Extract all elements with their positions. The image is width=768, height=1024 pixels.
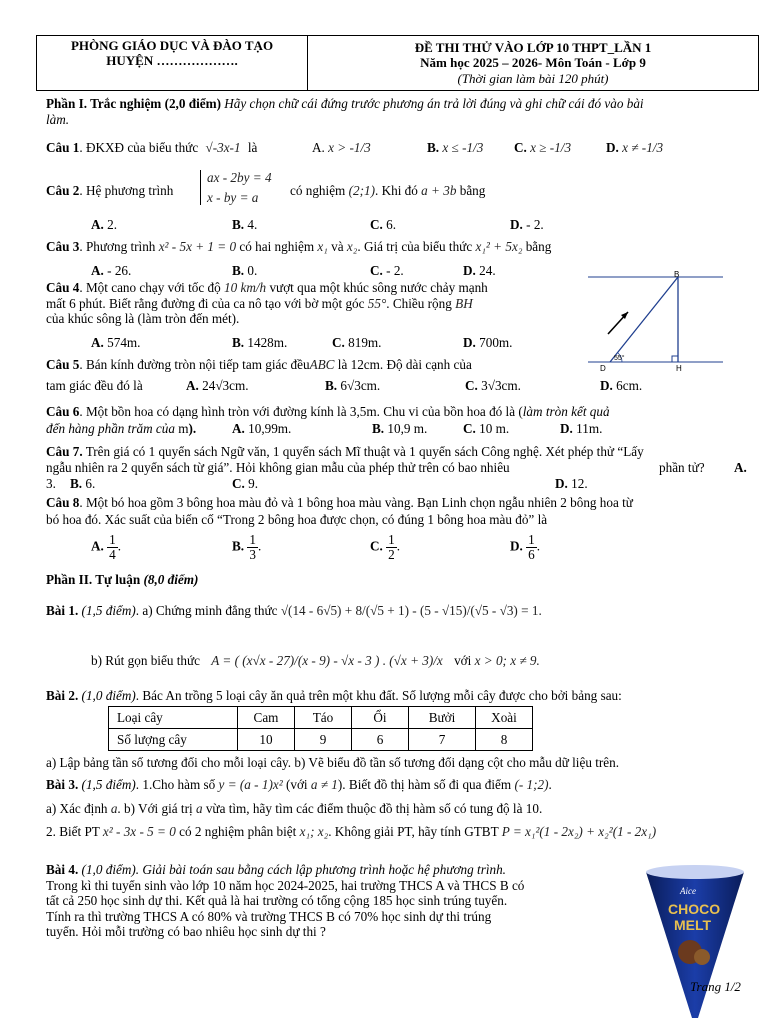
b1-part-a: . a) Chứng minh đẳng thức (135, 603, 278, 618)
q6-italic2: đến hàng phần trăm của (46, 421, 175, 436)
q4-option-c-label: C. (332, 335, 345, 350)
q6-diameter: 3,5m. (349, 404, 380, 419)
b4-l3a: Tính ra thì trường THCS A có (46, 908, 205, 924)
q1-option-d-value: x ≠ -1/3 (622, 140, 664, 155)
q8-option-d-fraction (526, 533, 537, 562)
q4-option-d (463, 335, 512, 351)
q1-option-a (312, 140, 371, 156)
q4-option-d-value: 700m. (479, 335, 513, 350)
question-3 (46, 239, 752, 255)
b1-with: với (454, 653, 472, 668)
q3-text4: bằng (525, 239, 552, 254)
q4-option-a-label: A. (91, 335, 104, 350)
q5-option-b (325, 378, 380, 394)
q1-text: . ĐKXĐ của biểu thức (79, 140, 199, 155)
problem-4 (46, 862, 626, 940)
q4-option-b-label: B. (232, 335, 245, 350)
q5-text1: . Bán kính đường tròn nội tiếp tam giác đều (79, 357, 310, 372)
q2-system-eq2: x - by = a (207, 189, 259, 205)
table-row (109, 707, 533, 729)
q6-italic1: làm tròn kết quả (522, 404, 610, 419)
question-6 (46, 404, 752, 420)
q3-option-d-label: D. (463, 263, 476, 278)
q2-expression: a + 3b (421, 183, 457, 198)
brand-logo: Aice (680, 886, 696, 896)
q8-option-b: B. $\frac{1}{3}$ . (232, 532, 262, 562)
q4-speed: 10 km/h (224, 280, 267, 295)
q6-label: Câu 6 (46, 404, 80, 419)
q2-option-d-value: - 2. (526, 217, 544, 232)
q8-b-num: 1 (249, 532, 256, 547)
q2-text4: bằng (459, 183, 486, 198)
exam-header (36, 35, 759, 91)
q6-option-c (463, 421, 509, 437)
q8-option-a: A. $\frac{1}{4}$ . (91, 532, 122, 562)
q4-text1: . Một cano chạy với tốc độ (79, 280, 221, 295)
angle-label: 55° (614, 355, 625, 362)
q6-option-c-label: C. (463, 421, 476, 436)
b3-part-a (46, 801, 752, 817)
b1-condition: x > 0; x ≠ 9. (474, 653, 540, 668)
b3-part-2 (46, 824, 752, 840)
header-department (37, 36, 308, 90)
b2-label: Bài 2. (46, 688, 79, 703)
q8-option-c-fraction (386, 533, 397, 562)
b4-total: 250 (77, 893, 98, 909)
b4-l2a: tất cả (46, 893, 75, 909)
q4-text2: mất 6 phút. Biết rằng đường đi của ca nô tạo với bờ một góc (46, 295, 365, 311)
point-h-label: H (676, 364, 682, 373)
table-header-cell: Táo (295, 707, 352, 729)
q1-option-b (427, 140, 483, 156)
q3-equation: x² - 5x + 1 = 0 (158, 239, 237, 254)
q7-option-a-value: 3. (46, 476, 56, 491)
b1-points: (1,5 điểm) (78, 603, 136, 618)
q5-option-d (600, 378, 642, 394)
table-header-cell: Bưởi (409, 707, 476, 729)
table-cell: 6 (352, 729, 409, 751)
b3-function: y = (a - 1)x² (218, 777, 283, 792)
q4-option-a (91, 335, 140, 351)
q4-river-figure (588, 266, 723, 374)
q5-label: Câu 5 (46, 357, 80, 372)
q8-c-den: 2 (388, 546, 395, 562)
q2-solution: (2;1) (348, 183, 375, 198)
q7-option-d-label: D. (555, 476, 568, 491)
q8-label: Câu 8 (46, 495, 80, 510)
q4-angle: 55° (367, 295, 387, 311)
b4-heading (46, 862, 626, 878)
q2-text3: . Khi đó (374, 183, 418, 198)
b1-a-expression: √(14 - 6√5) + 8/(√5 + 1) - (5 - √15)/(√5 - √3) = 1. (280, 603, 542, 618)
q8-option-b-fraction (247, 533, 258, 562)
q4-option-b (232, 335, 287, 351)
q5-triangle: ABC (309, 357, 335, 372)
b3-a-var: a (110, 801, 118, 816)
table-header-cell: Cam (238, 707, 295, 729)
b1-part-b (91, 653, 540, 669)
q8-option-a-label: A. (91, 538, 104, 554)
q4-text2b: . Chiều rộng (386, 295, 452, 311)
part1-instruction: Hãy chọn chữ cái đứng trước phương án trả lời đúng và ghi chữ cái đó vào bài (220, 96, 644, 111)
b4-points: (1,0 điểm). Giải bài toán sau bằng cách lập phương trình hoặc hệ phương trình. (78, 862, 506, 877)
q3-option-c-value: - 2. (386, 263, 404, 278)
q3-option-c-label: C. (370, 263, 383, 278)
q8-option-b-label: B. (232, 538, 245, 554)
b2-points: (1,0 điểm) (78, 688, 136, 703)
ice-cream-image (640, 862, 750, 1020)
exam-title: ĐỀ THI THỬ VÀO LỚP 10 THPT_LẦN 1 (414, 40, 652, 55)
q2-option-b (232, 217, 257, 233)
q7-option-b (70, 476, 95, 492)
table-cell: 7 (409, 729, 476, 751)
header-title-block (308, 36, 758, 90)
b4-line4: tuyển. Hỏi mỗi trường có bao nhiêu học sinh dự thi ? (46, 924, 326, 940)
q5-option-d-label: D. (600, 378, 613, 393)
q3-option-a (91, 263, 131, 279)
b4-line2 (46, 893, 626, 909)
q3-option-b-value: 0. (247, 263, 258, 278)
point-b-label: B (674, 270, 680, 279)
q4-line2 (46, 296, 578, 312)
right-angle-mark (672, 356, 678, 362)
q3-option-a-value: - 26. (107, 263, 132, 278)
q1-option-d (606, 140, 663, 156)
q2-option-d-label: D. (510, 217, 523, 232)
q3-text2: có hai nghiệm (239, 239, 315, 254)
q5-radius: 12cm. (350, 357, 384, 372)
b3-text1: . 1.Cho hàm số (135, 777, 216, 792)
table-row (109, 729, 533, 751)
q1-option-b-value: x ≤ -1/3 (442, 140, 484, 155)
q4-text1b: vượt qua một khúc sông nước chảy mạnh (269, 280, 488, 295)
b3-p2-expression: P = x₁²(1 - 2x₂) + x₂²(1 - 2x₁) (501, 824, 657, 839)
part1-heading: Phần I. Trắc nghiệm (2,0 điểm) (46, 96, 221, 111)
b4-line1: Trong kì thi tuyển sinh vào lớp 10 năm học 2024-2025, hai trường THCS A và THCS B có (46, 877, 525, 893)
q4-line3 (46, 311, 578, 327)
q3-option-b-label: B. (232, 263, 245, 278)
b3-text2: (với (285, 777, 308, 792)
q3-expression: x₁² + 5x₂ (475, 239, 523, 254)
q3-and: và (331, 239, 344, 254)
q1-option-c-value: x ≥ -1/3 (530, 140, 572, 155)
b4-label: Bài 4. (46, 862, 79, 877)
q3-option-c (370, 263, 404, 279)
q7-option-c (232, 476, 258, 492)
question-5 (46, 357, 578, 373)
q7-text1: Trên giá có 1 quyển sách Ngữ văn, 1 quyển sách Mĩ thuật và 1 quyển sách Công nghệ. Xét phép thử “Lấy (82, 444, 644, 459)
q2-option-c-label: C. (370, 217, 383, 232)
q4-label: Câu 4 (46, 280, 80, 295)
q8-c-num: 1 (388, 532, 395, 547)
q2-option-c (370, 217, 396, 233)
q7-option-a-label-text: A. (734, 460, 747, 475)
q5-option-c-label: C. (465, 378, 478, 393)
q4-line1 (46, 280, 578, 296)
q1-option-c (514, 140, 571, 156)
cone-top (646, 865, 744, 879)
b3-label: Bài 3. (46, 777, 79, 792)
q4-bh: BH (455, 295, 473, 311)
b3-text4: . (548, 777, 552, 792)
b3-p2-roots: x₁; x₂ (299, 824, 329, 839)
q3-label: Câu 3 (46, 239, 80, 254)
q8-a-num: 1 (109, 532, 116, 547)
b3-p2-text: 2. Biết PT (46, 824, 100, 839)
q4-option-c-value: 819m. (348, 335, 382, 350)
q2-system (200, 170, 272, 205)
q4-option-a-value: 574m. (107, 335, 141, 350)
b4-passed: 185 (372, 893, 393, 909)
b4-l2c: học sinh trúng tuyển. (395, 893, 508, 909)
part2-points: (8,0 điểm) (140, 572, 199, 587)
table-header-cell: Ổi (352, 707, 409, 729)
table-cell: 10 (238, 729, 295, 751)
q2-text-rest (290, 183, 485, 199)
q3-option-a-label: A. (91, 263, 104, 278)
b4-pct-b: 70% (354, 908, 379, 924)
q6-option-d-label: D. (560, 421, 573, 436)
q7-option-b-label: B. (70, 476, 83, 491)
b3-points: (1,5 điểm) (78, 777, 136, 792)
q1-expression: √-3x-1 (205, 140, 241, 155)
q2-option-a-value: 2. (107, 217, 118, 232)
chocolate-drop (694, 949, 710, 965)
q8-option-a-fraction (107, 533, 118, 562)
q2-option-b-value: 4. (247, 217, 258, 232)
q2-option-a (91, 217, 117, 233)
q6-text1b: Chu vi của bồn hoa đó là ( (383, 404, 523, 419)
b4-pct-a: 80% (207, 908, 232, 924)
q7-text2b: phần tử? (659, 460, 705, 475)
b2-text: . Bác An trồng 5 loại cây ăn quả trên một khu đất. Số lượng mỗi cây được cho bởi bảng sau: (135, 688, 622, 703)
part1-instruction-cont (46, 112, 752, 128)
question-4 (46, 280, 578, 327)
q7-text2: ngẫu nhiên ra 2 quyển sách từ giá”. Hỏi không gian mẫu của phép thử trên có bao nhiêu (46, 460, 510, 475)
product-name-2: MELT (674, 917, 712, 933)
q5-text2: tam giác đều đó là (46, 378, 143, 393)
q6-close: ). (188, 421, 197, 436)
q6-option-a-value: 10,99m. (248, 421, 292, 436)
b4-line3 (46, 909, 626, 925)
q8-b-den: 3 (249, 546, 256, 562)
q2-option-d (510, 217, 544, 233)
q2-label: Câu 2 (46, 183, 80, 198)
question-7 (46, 444, 752, 460)
q6-option-b-label: B. (372, 421, 385, 436)
q7-label: Câu 7. (46, 444, 83, 459)
part2-heading-line (46, 572, 752, 588)
q8-line2 (46, 512, 752, 528)
q1-la: là (247, 140, 258, 155)
page-number: Trang 1/2 (690, 979, 741, 994)
table-cell: Số lượng cây (109, 729, 238, 751)
q5-option-a (186, 378, 249, 394)
point-d-label: D (600, 364, 606, 373)
q4-option-b-value: 1428m. (247, 335, 288, 350)
department-name: PHÒNG GIÁO DỤC VÀ ĐÀO TẠO (70, 38, 274, 53)
q5-option-c-value: 3√3cm. (481, 378, 521, 393)
q5-option-d-value: 6cm. (616, 378, 643, 393)
q1-label: Câu 1 (46, 140, 80, 155)
q6-unit: m (178, 421, 189, 436)
product-name-1: CHOCO (668, 901, 721, 917)
q2-text2: có nghiệm (290, 183, 346, 198)
b2-data-table (108, 706, 533, 751)
b3-text3: ). Biết đồ thị hàm số đi qua điểm (337, 777, 512, 792)
problem-1 (46, 603, 752, 619)
part1-instruction-2: làm. (46, 112, 70, 127)
q3-text3: . Giá trị của biểu thức (357, 239, 473, 254)
b3-a-text2: . b) Với giá trị (117, 801, 193, 816)
q4-option-d-label: D. (463, 335, 476, 350)
q2-option-c-value: 6. (386, 217, 397, 232)
q1-option-c-label: C. (514, 140, 527, 155)
q6-text1: . Một bồn hoa có dạng hình tròn với đường kính là (79, 404, 347, 419)
q3-option-d-value: 24. (479, 263, 496, 278)
b4-l2b: học sinh dự thi. Kết quả là hai trường có tổng cộng (100, 893, 370, 909)
q5-option-b-label: B. (325, 378, 338, 393)
question-8 (46, 495, 752, 511)
q3-option-b (232, 263, 257, 279)
b3-p2-equation: x² - 3x - 5 = 0 (102, 824, 176, 839)
q8-text1: . Một bó hoa gồm 3 bông hoa màu đỏ và 1 bông hoa màu vàng. Bạn Linh chọn ngẫu nhiên 2 bông hoa từ (79, 495, 633, 510)
table-cell: 9 (295, 729, 352, 751)
district-name: HUYỆN ………………. (106, 53, 238, 69)
q5-text1b: Độ dài cạnh của (386, 357, 472, 372)
q4-option-c (332, 335, 381, 351)
q4-text3: của khúc sông là (làm tròn đến mét). (46, 311, 240, 327)
b1-b-text: b) Rút gọn biểu thức (91, 653, 200, 668)
q3-root1: x₁ (317, 239, 328, 254)
q2-text: . Hệ phương trình (79, 183, 174, 198)
q5-la: là (337, 357, 348, 372)
q5-option-a-label: A. (186, 378, 199, 393)
q8-text2: bó hoa đó. Xác suất của biến cố “Trong 2 bông hoa được chọn, có đúng 1 bông hoa màu đỏ” là (46, 512, 548, 527)
q8-d-num: 1 (528, 532, 535, 547)
part2-heading: Phần II. Tự luận (46, 572, 141, 587)
q6-option-d (560, 421, 602, 437)
q5-line2 (46, 378, 752, 394)
q7-option-c-label: C. (232, 476, 245, 491)
problem-3 (46, 777, 752, 793)
b3-ten: 10. (525, 801, 543, 816)
b2-questions: a) Lập bảng tần số tương đối cho mỗi loại cây. b) Vẽ biểu đồ tần số tương đối dạng cột cho mẫu dữ liệu trên. (46, 755, 620, 770)
part1-heading-line (46, 96, 752, 112)
q7-option-d (555, 476, 588, 492)
q5-option-c (465, 378, 521, 394)
q7-option-d-value: 12. (571, 476, 588, 491)
b3-a-text3: vừa tìm, hãy tìm các điểm thuộc đồ thị hàm số có tung độ là (205, 801, 523, 816)
table-header-cell: Xoài (476, 707, 533, 729)
q2-option-a-label: A. (91, 217, 104, 232)
q6-option-b-value: 10,9 m. (387, 421, 428, 436)
exam-year: Năm học 2025 – 2026- Môn Toán - Lớp 9 (420, 55, 646, 71)
b4-l3c: học sinh dự thi trúng (381, 908, 492, 924)
q2-system-eq1: ax - 2by = 4 (207, 170, 272, 185)
q1-option-a-value: x > -1/3 (328, 140, 371, 155)
q8-option-c-label: C. (370, 538, 383, 554)
q8-option-c: C. $\frac{1}{2}$ . (370, 532, 401, 562)
b3-a-text: a) Xác định (46, 801, 108, 816)
q5-option-a-value: 24√3cm. (202, 378, 249, 393)
table-cell: 8 (476, 729, 533, 751)
q7-option-a-label (734, 460, 747, 476)
b3-p2-text3: . Không giải PT, hãy tính GTBT (328, 824, 499, 839)
b3-point: (- 1;2) (514, 777, 549, 792)
q1-option-a-label: A. (312, 140, 325, 155)
b1-b-expression: A = ( (x√x - 27)/(x - 9) - √x - 3 ) . (√x + 3)/x (211, 653, 443, 668)
b1-label: Bài 1. (46, 603, 79, 618)
q6-option-c-value: 10 m. (479, 421, 510, 436)
q5-option-b-value: 6√3cm. (340, 378, 381, 393)
q6-option-d-value: 11m. (576, 421, 603, 436)
exam-time: (Thời gian làm bài 120 phút) (457, 70, 609, 86)
q2-option-b-label: B. (232, 217, 245, 232)
problem-2 (46, 688, 752, 704)
q8-a-den: 4 (109, 546, 116, 562)
q8-option-d: D. $\frac{1}{6}$ . (510, 532, 541, 562)
b4-l3b: và trường THCS B có (235, 908, 351, 924)
q1-option-d-label: D. (606, 140, 619, 155)
q1-option-b-label: B. (427, 140, 440, 155)
q6-option-b (372, 421, 427, 437)
b3-a-var2: a (195, 801, 203, 816)
q7-option-c-value: 9. (248, 476, 259, 491)
q3-option-d (463, 263, 496, 279)
q6-option-a (232, 421, 291, 437)
q8-d-den: 6 (528, 546, 535, 562)
table-header-cell: Loại cây (109, 707, 238, 729)
b3-condition: a ≠ 1 (310, 777, 338, 792)
b3-p2-text2: có 2 nghiệm phân biệt (179, 824, 297, 839)
q3-text: . Phương trình (79, 239, 156, 254)
q7-option-b-value: 6. (85, 476, 96, 491)
q3-root2: x₂ (346, 239, 358, 254)
q6-option-a-label: A. (232, 421, 245, 436)
q8-option-d-label: D. (510, 538, 523, 554)
q7-line2 (46, 460, 752, 476)
